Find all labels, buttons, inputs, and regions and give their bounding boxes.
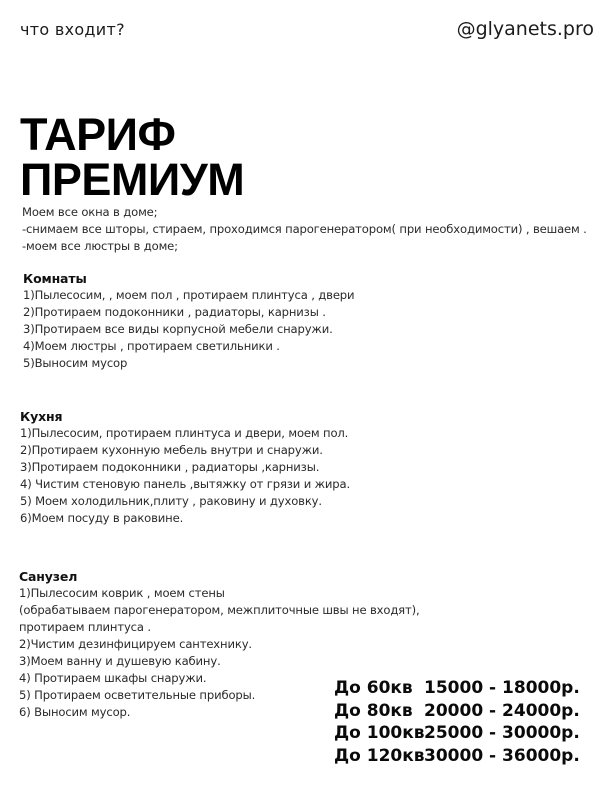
section-rooms — [23, 270, 354, 372]
list-item: 3)Протираем подоконники , радиаторы ,карнизы. — [20, 460, 320, 474]
instagram-handle: @glyanets.pro — [456, 18, 594, 40]
list-item: 2)Чистим дезинфицируем сантехнику. — [19, 637, 252, 651]
price-range: 20000 - 24000р. — [424, 700, 580, 721]
list-item: 1)Пылесосим коврик , моем стены — [19, 586, 225, 600]
intro-line: Моем все окна в доме; — [22, 205, 158, 219]
list-item: 6)Моем посуду в раковине. — [20, 511, 184, 525]
price-table — [334, 677, 580, 767]
price-row — [334, 745, 580, 768]
list-item: 1)Пылесосим, , моем пол , протираем плинтуса , двери — [23, 288, 355, 302]
list-item: 5) Протираем осветительные приборы. — [19, 688, 256, 702]
list-item: 1)Пылесосим, протираем плинтуса и двери, моем пол. — [20, 426, 349, 440]
price-area: До 60кв — [334, 678, 413, 698]
header-question: что входит? — [20, 20, 125, 39]
list-item: 3)Моем ванну и душевую кабину. — [19, 654, 221, 668]
list-item: (обрабатываем парогенератором, межплиточные швы не входят), — [19, 603, 420, 617]
page-title-line1: ТАРИФ — [20, 109, 176, 160]
list-item: 5)Выносим мусор — [23, 356, 128, 370]
price-range: 25000 - 30000р. — [424, 723, 580, 743]
page-title-line2: ПРЕМИУМ — [20, 154, 245, 205]
section-title: Комнаты — [23, 271, 87, 286]
list-item: 4) Протираем шкафы снаружи. — [19, 671, 207, 685]
price-row — [334, 700, 580, 723]
price-row — [334, 722, 580, 745]
section-title: Санузел — [19, 569, 78, 584]
intro-line: -моем все люстры в доме; — [22, 239, 178, 253]
intro-line: -снимаем все шторы, стираем, проходимся парогенератором( при необходимости) , вешаем . — [22, 222, 587, 236]
price-range: 30000 - 36000р. — [424, 745, 580, 766]
list-item: протираем плинтуса . — [19, 620, 151, 634]
list-item: 2)Протираем кухонную мебель внутри и снаружи. — [20, 443, 323, 457]
price-area: До 120кв — [334, 745, 425, 766]
price-range: 15000 - 18000р. — [424, 678, 580, 698]
intro-block — [22, 204, 587, 255]
list-item: 2)Протираем подоконники , радиаторы, карнизы . — [23, 305, 326, 319]
list-item: 3)Протираем все виды корпусной мебели снаружи. — [23, 322, 333, 336]
price-area: До 80кв — [334, 700, 413, 721]
list-item: 4)Моем люстры , протираем светильники . — [23, 339, 280, 353]
list-item: 4) Чистим стеновую панель ,вытяжку от грязи и жира. — [20, 477, 350, 491]
price-row — [334, 677, 580, 700]
list-item: 6) Выносим мусор. — [19, 705, 131, 719]
section-title: Кухня — [20, 409, 63, 424]
price-area: До 100кв — [334, 723, 425, 743]
list-item: 5) Моем холодильник,плиту , раковину и духовку. — [20, 494, 322, 508]
section-kitchen — [20, 408, 350, 527]
